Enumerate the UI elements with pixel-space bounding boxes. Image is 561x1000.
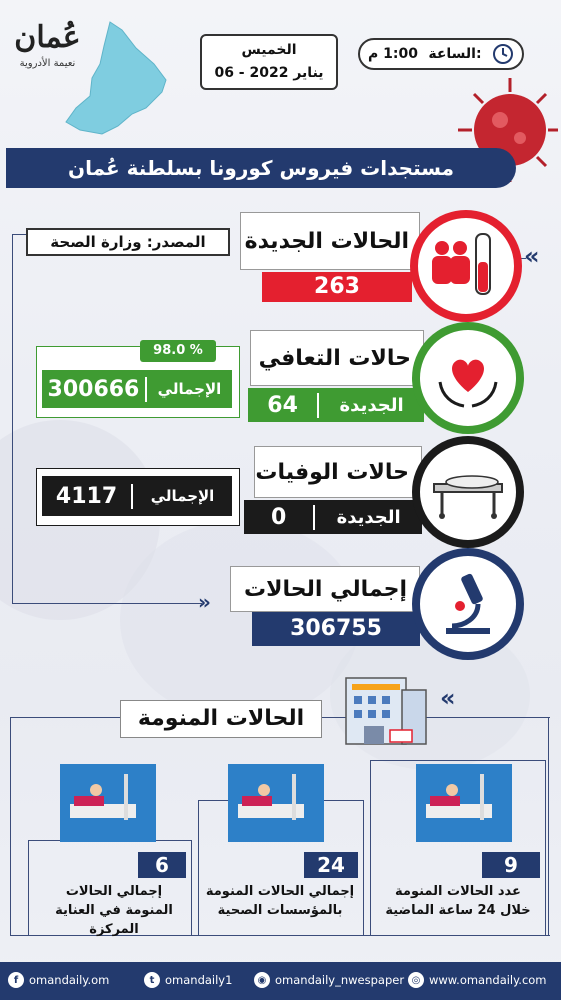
hospitalized-frame-right: [548, 717, 549, 935]
footer: [0, 962, 561, 1000]
oman-map-icon: [62, 18, 170, 138]
tile-description: إجمالي الحالات المنومة في العناية المركزة: [55, 884, 173, 937]
time-value: 1:00 م: [368, 46, 418, 62]
total-cases-value: 306755: [252, 612, 420, 646]
time-box: [358, 38, 524, 70]
stretcher-icon: [420, 444, 516, 540]
hospital-building-icon: [336, 668, 436, 752]
instagram-icon: ◉: [254, 972, 270, 988]
globe-icon: ◎: [408, 972, 424, 988]
chevron-right-icon: »: [198, 590, 211, 614]
recovery-icon-circle: [412, 322, 524, 434]
tile-number: 6: [138, 852, 186, 878]
deaths-new: [244, 500, 422, 534]
recovery-label: حالات التعافي: [250, 330, 424, 386]
time-label: الساعة:: [428, 46, 482, 62]
recovery-percent-badge: 98.0 %: [140, 340, 216, 362]
recovery-total: [42, 370, 232, 408]
date-box: [200, 34, 338, 90]
bottom-frame-line: [12, 603, 202, 604]
new-cases-icon-circle: [410, 210, 522, 322]
logo-tagline: نعيمة الأدروية: [19, 58, 76, 69]
footer-facebook[interactable]: f omandaily.om: [8, 972, 109, 988]
hospitalized-frame-left: [10, 717, 11, 935]
footer-twitter[interactable]: t omandaily1: [144, 972, 232, 988]
tile-number: 9: [482, 852, 540, 878]
recovery-new: [248, 388, 424, 422]
deaths-total-label: الإجمالي: [150, 487, 215, 505]
hospital-bed-icon: [60, 764, 156, 842]
hospital-bed-icon: [228, 764, 324, 842]
total-cases-label: إجمالي الحالات: [230, 566, 420, 612]
new-cases-label: الحالات الجديدة: [240, 212, 420, 270]
clock-icon: [492, 43, 514, 65]
day-label: الخميس: [241, 42, 297, 58]
deaths-new-value: 0: [244, 505, 315, 530]
footer-website[interactable]: ◎ www.omandaily.com: [408, 972, 547, 988]
tile-description: إجمالي الحالات المنومة بالمؤسسات الصحية: [205, 884, 355, 918]
new-cases-value: 263: [262, 272, 412, 302]
facebook-icon: f: [8, 972, 24, 988]
chevron-left-icon: «: [440, 684, 456, 712]
page-title: مستجدات فيروس كورونا بسلطنة عُمان: [6, 148, 516, 188]
chevron-left-icon: «: [524, 242, 540, 270]
date-label: 06 - يناير 2022: [214, 65, 324, 81]
recovery-new-label: الجديدة: [339, 394, 404, 416]
hospitalized-title: الحالات المنومة: [120, 700, 322, 738]
recovery-total-value: 300666: [42, 377, 147, 402]
blood-vial-icon: [418, 218, 514, 314]
left-frame-line: [12, 234, 13, 604]
hospital-bed-icon: [416, 764, 512, 842]
tile-number: 24: [304, 852, 358, 878]
tile-description: عدد الحالات المنومة خلال 24 ساعة الماضية: [385, 884, 531, 918]
twitter-icon: t: [144, 972, 160, 988]
footer-instagram[interactable]: ◉ omandaily_nwespaper: [254, 972, 404, 988]
logo-text: عُمان: [14, 20, 81, 55]
deaths-total-value: 4117: [42, 484, 133, 509]
deaths-new-label: الجديدة: [336, 506, 401, 528]
recovery-new-value: 64: [248, 393, 319, 418]
source-label: المصدر: وزارة الصحة: [26, 228, 230, 256]
deaths-icon-circle: [412, 436, 524, 548]
heart-hands-icon: [420, 330, 516, 426]
deaths-total: [42, 476, 232, 516]
recovery-total-label: الإجمالي: [157, 380, 222, 398]
deaths-label: حالات الوفيات: [254, 446, 422, 498]
microscope-icon: [420, 556, 516, 652]
total-cases-icon-circle: [412, 548, 524, 660]
